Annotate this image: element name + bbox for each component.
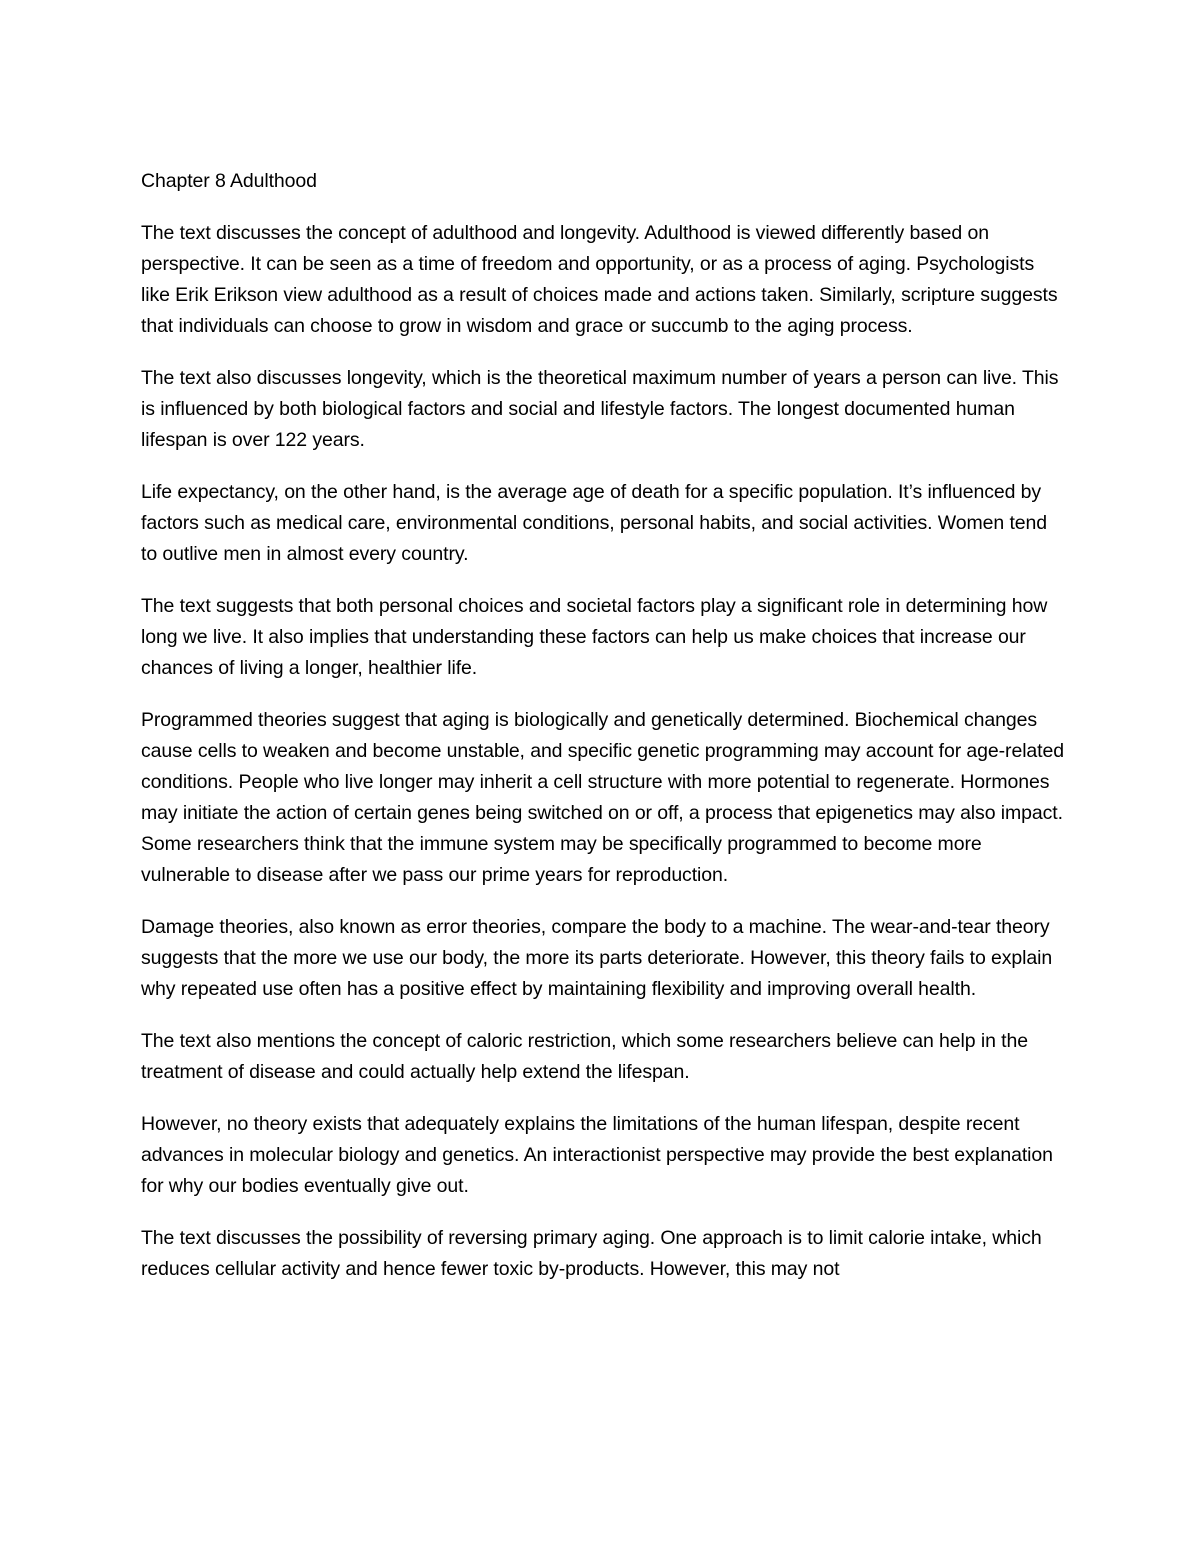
paragraph-personal-societal-factors: The text suggests that both personal choices and societal factors play a significant role in determining how long we live. It also implies that understanding these factors can help us make choices that increase our chances of living a longer, healthier life. bbox=[141, 595, 1048, 679]
paragraph-damage-theories: Damage theories, also known as error theories, compare the body to a machine. The wear-and-tear theory suggests that the more we use our body, the more its parts deteriorate. However, this theory fails to explain why repeated use often has a positive effect by maintaining flexibility and improving overall health. bbox=[141, 916, 1053, 1000]
paragraph-programmed-theories: Programmed theories suggest that aging is biologically and genetically determined. Biochemical changes cause cells to weaken and become unstable, and specific genetic programming may account for age-related conditions. People who live longer may inherit a cell structure with more potential to regenerate. Hormones may initiate the action of certain genes being switched on or off, a process that epigenetics may also impact. Some researchers think that the immune system may be specifically programmed to become more vulnerable to disease after we pass our prime years for reproduction. bbox=[141, 709, 1064, 886]
chapter-title: Chapter 8 Adulthood bbox=[141, 170, 317, 192]
paragraph-life-expectancy: Life expectancy, on the other hand, is the average age of death for a specific population. It’s influenced by factors such as medical care, environmental conditions, personal habits, and social activities. Women tend to outlive men in almost every country. bbox=[141, 481, 1048, 565]
paragraph-reversing-aging: The text discusses the possibility of reversing primary aging. One approach is to limit calorie intake, which reduces cellular activity and hence fewer toxic by-products. However, this may not bbox=[141, 1227, 1042, 1280]
document-body bbox=[141, 166, 1066, 1285]
paragraph-longevity: The text also discusses longevity, which is the theoretical maximum number of years a person can live. This is influenced by both biological factors and social and lifestyle factors. The longest documented human lifespan is over 122 years. bbox=[141, 367, 1059, 451]
paragraph-no-theory: However, no theory exists that adequately explains the limitations of the human lifespan, despite recent advances in molecular biology and genetics. An interactionist perspective may provide the best explanation for why our bodies eventually give out. bbox=[141, 1113, 1053, 1197]
paragraph-caloric-restriction: The text also mentions the concept of caloric restriction, which some researchers believe can help in the treatment of disease and could actually help extend the lifespan. bbox=[141, 1030, 1028, 1083]
paragraph-adulthood-intro: The text discusses the concept of adulthood and longevity. Adulthood is viewed differently based on perspective. It can be seen as a time of freedom and opportunity, or as a process of aging. Psychologists like Erik Erikson view adulthood as a result of choices made and actions taken. Similarly, scripture suggests that individuals can choose to grow in wisdom and grace or succumb to the aging process. bbox=[141, 222, 1058, 337]
